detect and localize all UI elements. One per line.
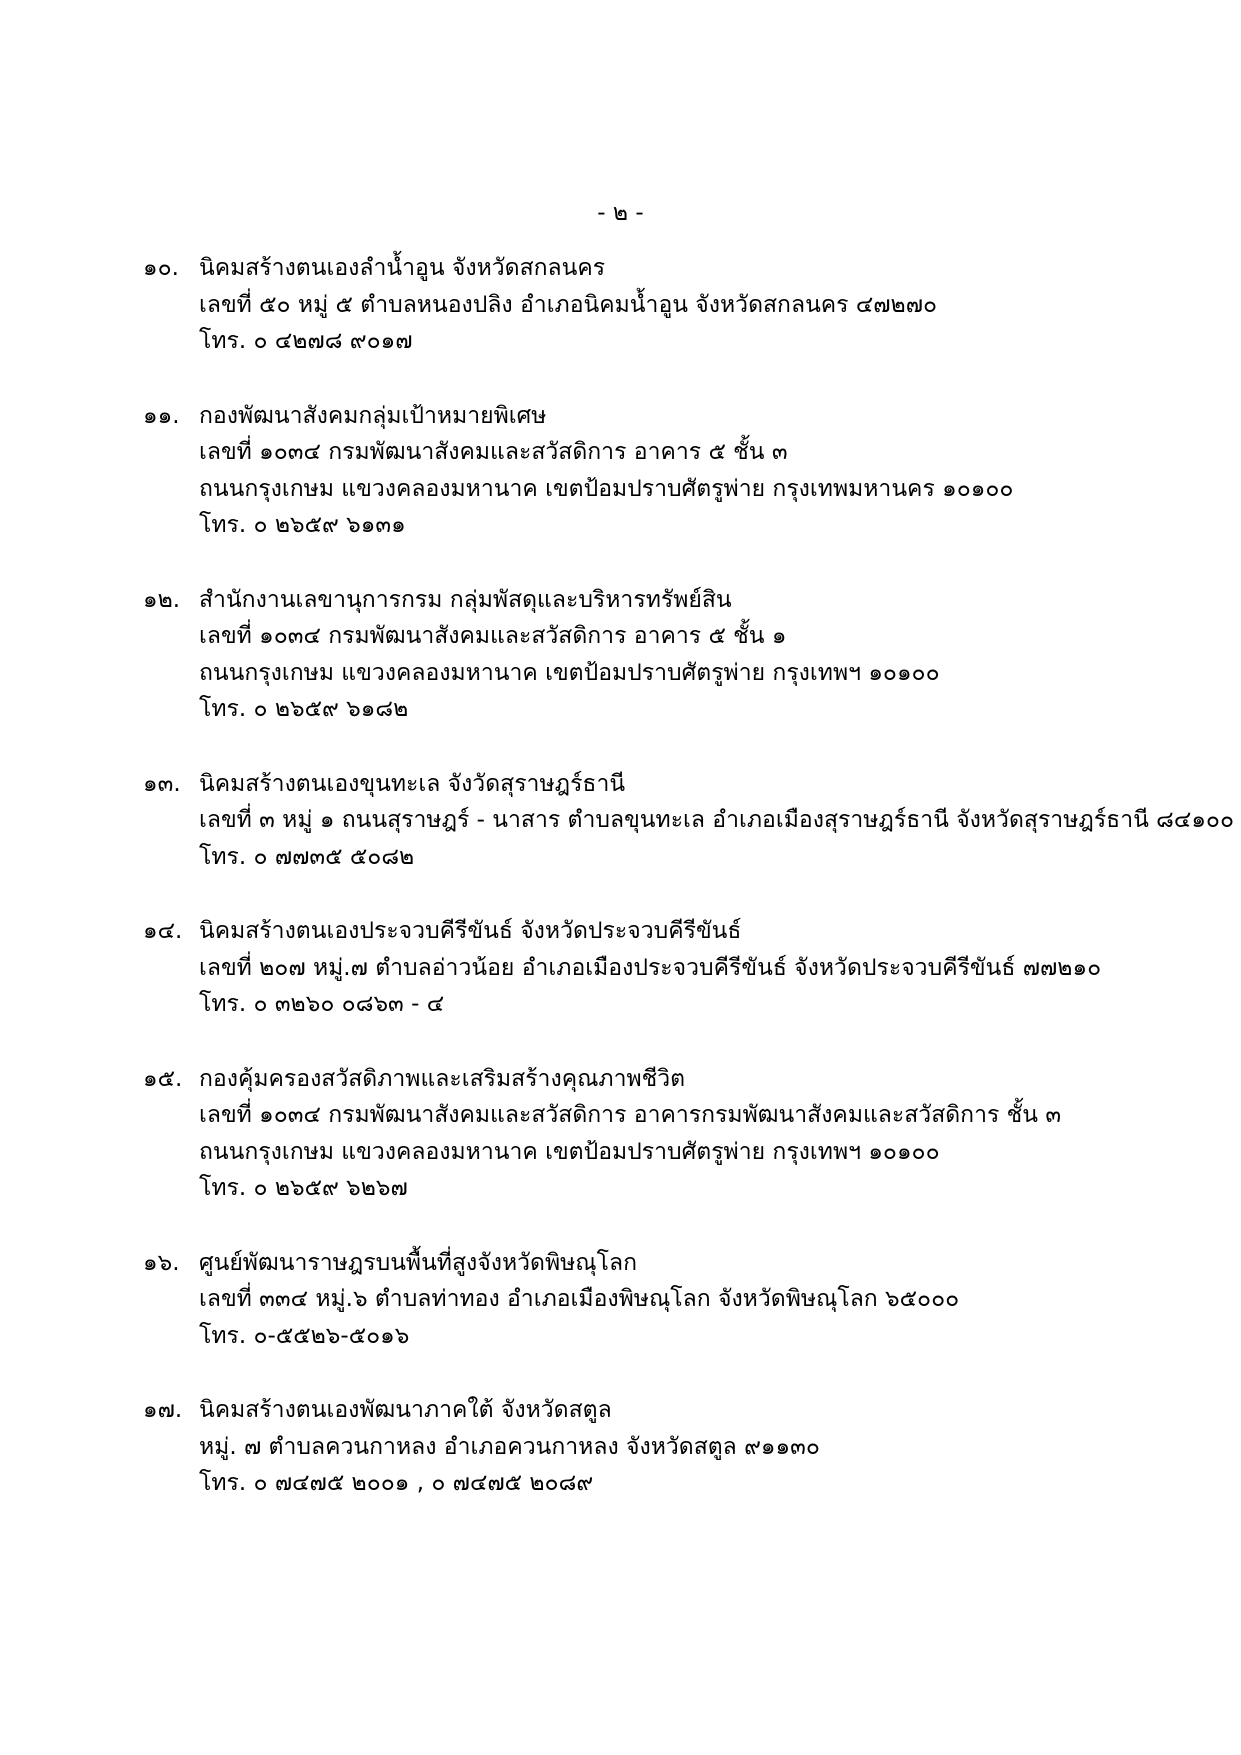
page-number: - ๒ - xyxy=(597,200,644,226)
office-name: กองคุ้มครองสวัสดิภาพและเสริมสร้างคุณภาพชีวิต xyxy=(199,1065,686,1092)
item-number: ๑๐. xyxy=(143,255,179,281)
list-item xyxy=(143,1245,1143,1355)
phone-line: โทร. ๐-๕๕๒๖-๕๐๑๖ xyxy=(199,1322,410,1349)
item-body xyxy=(199,766,1234,876)
phone-line: โทร. ๐ ๗๔๗๕ ๒๐๐๑ , ๐ ๗๔๗๕ ๒๐๘๙ xyxy=(199,1470,594,1496)
list-item xyxy=(143,398,1143,544)
list-item xyxy=(143,582,1143,728)
list-item xyxy=(143,913,1143,1023)
office-name: นิคมสร้างตนเองขุนทะเล จังวัดสุราษฎร์ธานี xyxy=(199,770,626,797)
address-line: หมู่. ๗ ตำบลควนกาหลง อำเภอควนกาหลง จังหวัดสตูล ๙๑๑๓๐ xyxy=(199,1433,820,1460)
phone-line: โทร. ๐ ๒๖๕๙ ๖๑๓๑ xyxy=(199,512,406,538)
list-item xyxy=(143,250,1143,360)
office-name: กองพัฒนาสังคมกลุ่มเป้าหมายพิเศษ xyxy=(199,402,547,429)
list-item xyxy=(143,1392,1143,1502)
item-number: ๑๓. xyxy=(143,770,181,797)
address-line: เลขที่ ๒๐๗ หมู่.๗ ตำบลอ่าวน้อย อำเภอเมืองประจวบคีรีขันธ์ จังหวัดประจวบคีรีขันธ์ ๗๗๒๑๐ xyxy=(199,954,1102,981)
address-line: ถนนกรุงเกษม แขวงคลองมหานาค เขตป้อมปราบศัตรูพ่าย กรุงเทพฯ ๑๐๑๐๐ xyxy=(199,659,940,686)
item-number: ๑๖. xyxy=(143,1249,180,1276)
phone-line: โทร. ๐ ๔๒๗๘ ๙๐๑๗ xyxy=(199,328,413,354)
address-line: เลขที่ ๑๐๓๔ กรมพัฒนาสังคมและสวัสดิการ อาคารกรมพัฒนาสังคมและสวัสดิการ ชั้น ๓ xyxy=(199,1102,1062,1128)
address-line: เลขที่ ๓๓๔ หมู่.๖ ตำบลท่าทอง อำเภอเมืองพิษณุโลก จังหวัดพิษณุโลก ๖๕๐๐๐ xyxy=(199,1286,960,1312)
office-name: นิคมสร้างตนเองพัฒนาภาคใต้ จังหวัดสตูล xyxy=(199,1397,612,1423)
item-body xyxy=(199,1061,1143,1207)
list-item xyxy=(143,1061,1143,1207)
item-number: ๑๒. xyxy=(143,586,181,613)
phone-line: โทร. ๐ ๒๖๕๙ ๖๒๖๗ xyxy=(199,1175,408,1201)
item-number: ๑๕. xyxy=(143,1065,183,1092)
address-line: ถนนกรุงเกษม แขวงคลองมหานาค เขตป้อมปราบศัตรูพ่าย กรุงเทพฯ ๑๐๑๐๐ xyxy=(199,1138,940,1165)
office-name: นิคมสร้างตนเองลำน้ำอูน จังหวัดสกลนคร xyxy=(199,255,606,281)
item-number: ๑๗. xyxy=(143,1397,183,1423)
address-line: เลขที่ ๑๐๓๔ กรมพัฒนาสังคมและสวัสดิการ อาคาร ๕ ชั้น ๑ xyxy=(199,623,787,649)
office-name: สำนักงานเลขานุการกรม กลุ่มพัสดุและบริหารทรัพย์สิน xyxy=(199,586,732,613)
list-item xyxy=(143,766,1234,876)
address-line: เลขที่ ๓ หมู่ ๑ ถนนสุราษฎร์ - นาสาร ตำบลขุนทะเล อำเภอเมืองสุราษฎร์ธานี จังหวัดสุราษฎร์ธานี ๘๔๑๐๐ xyxy=(199,807,1234,833)
office-name: ศูนย์พัฒนาราษฎรบนพื้นที่สูงจังหวัดพิษณุโลก xyxy=(199,1249,637,1276)
item-body xyxy=(199,250,1143,360)
address-line: เลขที่ ๕๐ หมู่ ๕ ตำบลหนองปลิง อำเภอนิคมน้ำอูน จังหวัดสกลนคร ๔๗๒๗๐ xyxy=(199,291,938,318)
phone-line: โทร. ๐ ๓๒๖๐ ๐๘๖๓ - ๔ xyxy=(199,991,445,1017)
phone-line: โทร. ๐ ๒๖๕๙ ๖๑๘๒ xyxy=(199,696,409,722)
item-body xyxy=(199,1245,1143,1355)
address-line: ถนนกรุงเกษม แขวงคลองมหานาค เขตป้อมปราบศัตรูพ่าย กรุงเทพมหานคร ๑๐๑๐๐ xyxy=(199,475,1014,502)
item-body xyxy=(199,398,1143,544)
office-name: นิคมสร้างตนเองประจวบคีรีขันธ์ จังหวัดประจวบคีรีขันธ์ xyxy=(199,918,742,944)
item-number: ๑๔. xyxy=(143,918,183,944)
item-body xyxy=(199,1392,1143,1502)
item-body xyxy=(199,913,1143,1023)
item-body xyxy=(199,582,1143,728)
address-line: เลขที่ ๑๐๓๔ กรมพัฒนาสังคมและสวัสดิการ อาคาร ๕ ชั้น ๓ xyxy=(199,439,788,465)
phone-line: โทร. ๐ ๗๗๓๕ ๕๐๘๒ xyxy=(199,843,415,870)
address-list xyxy=(143,250,1234,1540)
item-number: ๑๑. xyxy=(143,402,180,429)
